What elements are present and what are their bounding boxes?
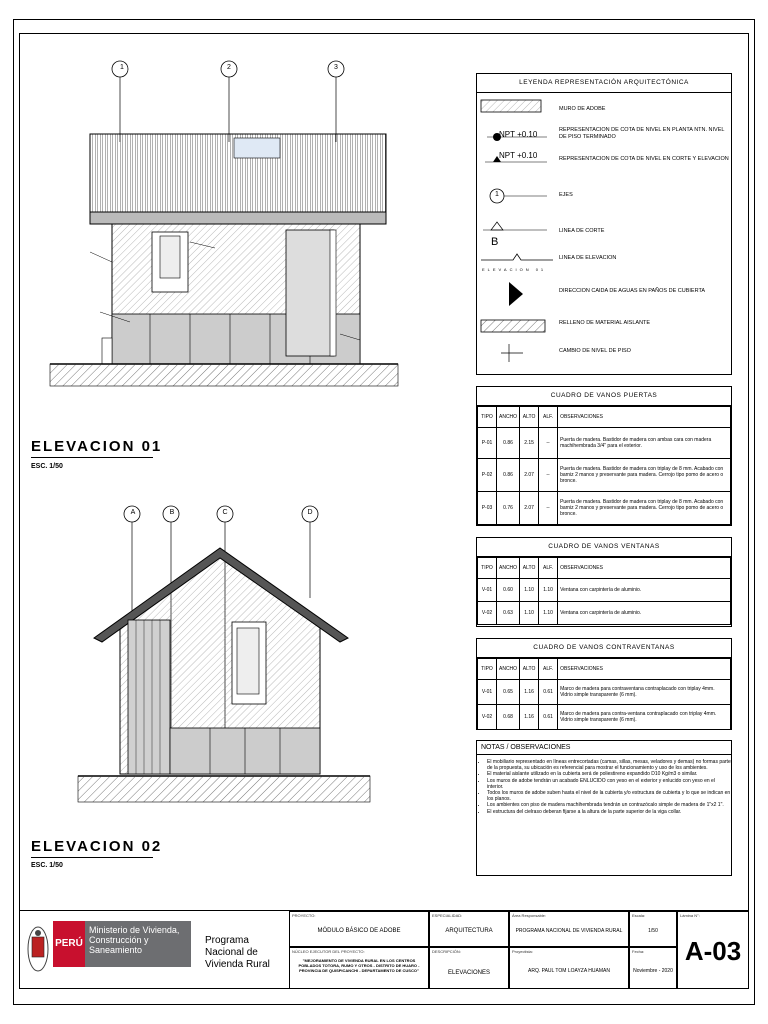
- elevation-02-underline: [31, 857, 153, 858]
- table-cell: 2.07: [520, 492, 539, 525]
- nucleo-label: NÚCLEO EJECUTOR DEL PROYECTO:: [292, 949, 365, 954]
- legend-npt-plan: NPT +0.10: [499, 130, 538, 139]
- nucleo-value: "MEJORAMIENTO DE VIVIENDA RURAL EN LOS CENTROS POBLADOS TOTORA, RUMO Y OTROS - DISTRITO DE HUARO - PROVINCIA DE QUISPICANCHI - DEPARTAMENTO DE CUSCO": [298, 958, 420, 973]
- contraventanas-header-cell: ANCHO: [497, 659, 520, 680]
- lamina-label: Lámina N°:: [680, 913, 700, 918]
- contraventanas-header-row: [478, 659, 731, 680]
- table-cell: 0.63: [497, 602, 520, 625]
- table-cell: Puerta de madera. Bastidor de madera con triplay de 8 mm. Acabado con barniz 2 manos y preservante para madera. Cerrojo tipo pomo de acero o bronce.: [558, 492, 731, 525]
- table-cell: --: [539, 428, 558, 459]
- table-cell: V-01: [478, 579, 497, 602]
- legend-item-7: RELLENO DE MATERIAL AISLANTE: [559, 320, 651, 326]
- table-cell: 0.86: [497, 428, 520, 459]
- table-row: [478, 680, 731, 705]
- notas-box: [476, 740, 732, 876]
- puertas-header-cell: ALTO: [520, 407, 539, 428]
- table-cell: 2.07: [520, 459, 539, 492]
- axis-label-c: C: [222, 509, 228, 516]
- contraventanas-header-cell: ALTO: [520, 659, 539, 680]
- nucleo-cell: [289, 947, 429, 989]
- especialidad-cell: [429, 911, 509, 947]
- table-cell: 0.65: [497, 680, 520, 705]
- list-item: • El estructura del cielraso deberan fijarse a la altura de la parte superior de la viga collar.: [487, 809, 731, 815]
- axis-label-d: D: [307, 509, 313, 516]
- legend-axis-number: 1: [495, 191, 499, 198]
- area-cell: [509, 911, 629, 947]
- descripcion-cell: [429, 947, 509, 989]
- table-cell: 1.10: [539, 602, 558, 625]
- contraventanas-header-cell: TIPO: [478, 659, 497, 680]
- table-cell: --: [539, 492, 558, 525]
- elevation-02-title: ELEVACION 02: [31, 838, 163, 855]
- escala-value: 1/50: [648, 928, 658, 934]
- list-item: • El mobiliario representado en líneas entrecortadas (camas, sillas, mesas, veladores y demas) no formas parte de la propuesta, su ubicación es referencial para mostrar el funcionamiento y uso de los ambientes.: [487, 759, 731, 771]
- table-cell: P-01: [478, 428, 497, 459]
- table-row: [478, 459, 731, 492]
- fecha-cell: [629, 947, 677, 989]
- especialidad-label: ESPECIALIDAD:: [432, 913, 463, 918]
- axis-label-3: 3: [334, 64, 338, 71]
- area-value: PROGRAMA NACIONAL DE VIVIENDA RURAL: [515, 928, 623, 934]
- area-label: Área Responsable:: [512, 913, 547, 918]
- ventanas-table-box: [476, 537, 732, 627]
- table-cell: Marco de madera para contraventana contraplacado con triplay 4mm. Vidrio simple transparente (6 mm).: [558, 680, 731, 705]
- puertas-header-cell: ANCHO: [497, 407, 520, 428]
- ventanas-header-cell: ALF.: [539, 558, 558, 579]
- table-cell: Marco de madera para contra-ventana contraplacado con triplay 4mm. Vidrio simple transparente (6 mm).: [558, 705, 731, 730]
- puertas-table-box: [476, 386, 732, 526]
- descripcion-label: DESCRIPCIÓN:: [432, 949, 461, 954]
- table-cell: 1.10: [520, 602, 539, 625]
- elevation-02-drawing: [40, 498, 420, 818]
- table-cell: 0.68: [497, 705, 520, 730]
- ventanas-header-cell: ALTO: [520, 558, 539, 579]
- list-item: • Los muros de adobe tendrán un acabado ENLUCIDO con yeso en el exterior y enlucido con yeso en el interior.: [487, 778, 731, 790]
- proyectista-label: Proyectista:: [512, 949, 533, 954]
- puertas-header-cell: OBSERVACIONES: [558, 407, 731, 428]
- table-row: [478, 602, 731, 625]
- proyectista-cell: [509, 947, 629, 989]
- peru-logo: PERÚ: [53, 921, 85, 967]
- table-cell: P-02: [478, 459, 497, 492]
- descripcion-value: ELEVACIONES: [448, 970, 490, 976]
- table-row: [478, 579, 731, 602]
- coat-of-arms-icon: [26, 921, 51, 977]
- list-item: • Los ambientes con piso de madera machihembrada tendrán un contrazócalo simple de madera de 1"x2 1".: [487, 802, 731, 808]
- table-cell: 0.61: [539, 680, 558, 705]
- proyecto-cell: [289, 911, 429, 947]
- legend-item-0: MURO DE ADOBE: [559, 106, 606, 112]
- programa-logo: Programa Nacional de Vivienda Rural: [205, 935, 270, 970]
- fecha-label: Fecha:: [632, 949, 645, 954]
- puertas-header-cell: ALF.: [539, 407, 558, 428]
- table-cell: 2.15: [520, 428, 539, 459]
- contraventanas-title: CUADRO DE VANOS CONTRAVENTANAS: [477, 639, 731, 658]
- table-cell: --: [539, 459, 558, 492]
- table-cell: 0.86: [497, 459, 520, 492]
- legend-cut-letter: B: [491, 236, 499, 248]
- contraventanas-table: [477, 658, 731, 730]
- legend-item-2: REPRESENTACION DE COTA DE NIVEL EN CORTE Y ELEVACION: [559, 156, 729, 162]
- list-item: • El material aislante utilizado en la cubierta será de poliestireno expandido D10 Kg/m3 o similar.: [487, 771, 731, 777]
- fecha-value: Noviembre - 2020: [633, 968, 673, 974]
- table-cell: 1.16: [520, 680, 539, 705]
- contraventanas-header-cell: ALF.: [539, 659, 558, 680]
- escala-label: Escala:: [632, 913, 646, 918]
- title-block: [19, 910, 749, 989]
- puertas-header-cell: TIPO: [478, 407, 497, 428]
- legend-elevation-label: ELEVACION 01: [482, 267, 547, 272]
- ventanas-header-cell: ANCHO: [497, 558, 520, 579]
- table-cell: 0.61: [539, 705, 558, 730]
- table-row: [478, 428, 731, 459]
- lamina-value: A-03: [684, 936, 742, 966]
- legend-npt-section: NPT +0.10: [499, 151, 538, 160]
- elevation-01-underline: [31, 457, 153, 458]
- legend-title: LEYENDA REPRESENTACIÓN ARQUITECTÓNICA: [477, 74, 731, 93]
- legend-item-5: LINEA DE ELEVACION: [559, 255, 617, 261]
- especialidad-value: ARQUITECTURA: [445, 928, 493, 934]
- proyecto-value: MÓDULO BÁSICO DE ADOBE: [317, 928, 401, 934]
- puertas-title: CUADRO DE VANOS PUERTAS: [477, 387, 731, 406]
- table-cell: V-01: [478, 680, 497, 705]
- elevation-01-scale: ESC. 1/50: [31, 463, 63, 470]
- lamina-cell: [677, 911, 749, 989]
- table-row: [478, 705, 731, 730]
- table-cell: Puerta de madera. Bastidor de madera con triplay de 8 mm. Acabado con barniz 2 manos y preservante para madera. Cerrojo tipo pomo de acero o bronce.: [558, 459, 731, 492]
- table-cell: V-02: [478, 705, 497, 730]
- proyectista-value: ARQ. PAUL TOM LOAYZA HUAMAN: [528, 968, 610, 974]
- table-cell: 0.60: [497, 579, 520, 602]
- table-cell: 0.76: [497, 492, 520, 525]
- ventanas-title: CUADRO DE VANOS VENTANAS: [477, 538, 731, 557]
- puertas-table: [477, 406, 731, 525]
- elevation-02-scale: ESC. 1/50: [31, 862, 63, 869]
- ventanas-table: [477, 557, 731, 625]
- axis-label-1: 1: [120, 64, 124, 71]
- elevation-01-drawing: [40, 52, 420, 392]
- legend-item-4: LINEA DE CORTE: [559, 228, 605, 234]
- table-cell: Puerta de madera. Bastidor de madera con ambas cara con madera machihembrada 3/4" para el exterior.: [558, 428, 731, 459]
- list-item: • Todos los muros de adobe suben hasta el nivel de la cubierta y/o estructura de cubierta y lo que se indican en los planos.: [487, 790, 731, 802]
- table-cell: 1.10: [539, 579, 558, 602]
- contraventanas-table-box: [476, 638, 732, 730]
- notas-title: NOTAS / OBSERVACIONES: [477, 741, 731, 755]
- ventanas-header-cell: TIPO: [478, 558, 497, 579]
- table-row: [478, 492, 731, 525]
- notas-list: [477, 759, 731, 815]
- legend-item-3: EJES: [559, 192, 573, 198]
- legend-item-8: CAMBIO DE NIVEL DE PISO: [559, 348, 631, 354]
- elevation-01-title: ELEVACION 01: [31, 438, 163, 455]
- table-cell: P-03: [478, 492, 497, 525]
- axis-label-b: B: [169, 509, 175, 516]
- axis-label-2: 2: [227, 64, 231, 71]
- legend-box: [476, 73, 732, 375]
- table-cell: 1.16: [520, 705, 539, 730]
- ventanas-header-cell: OBSERVACIONES: [558, 558, 731, 579]
- table-cell: Ventana con carpintería de aluminio.: [558, 579, 731, 602]
- legend-item-1: REPRESENTACION DE COTA DE NIVEL EN PLANTA NTN. NIVEL DE PISO TERMINADO: [559, 127, 725, 140]
- escala-cell: [629, 911, 677, 947]
- ventanas-header-row: [478, 558, 731, 579]
- table-cell: 1.10: [520, 579, 539, 602]
- puertas-header-row: [478, 407, 731, 428]
- contraventanas-header-cell: OBSERVACIONES: [558, 659, 731, 680]
- table-cell: V-02: [478, 602, 497, 625]
- ministerio-logo: Ministerio de Vivienda, Construcción y Saneamiento: [85, 921, 191, 967]
- axis-label-a: A: [130, 509, 136, 516]
- proyecto-label: PROYECTO:: [292, 913, 316, 918]
- table-cell: Ventana con carpintería de aluminio.: [558, 602, 731, 625]
- legend-item-6: DIRECCION CAIDA DE AGUAS EN PAÑOS DE CUBIERTA: [559, 288, 706, 294]
